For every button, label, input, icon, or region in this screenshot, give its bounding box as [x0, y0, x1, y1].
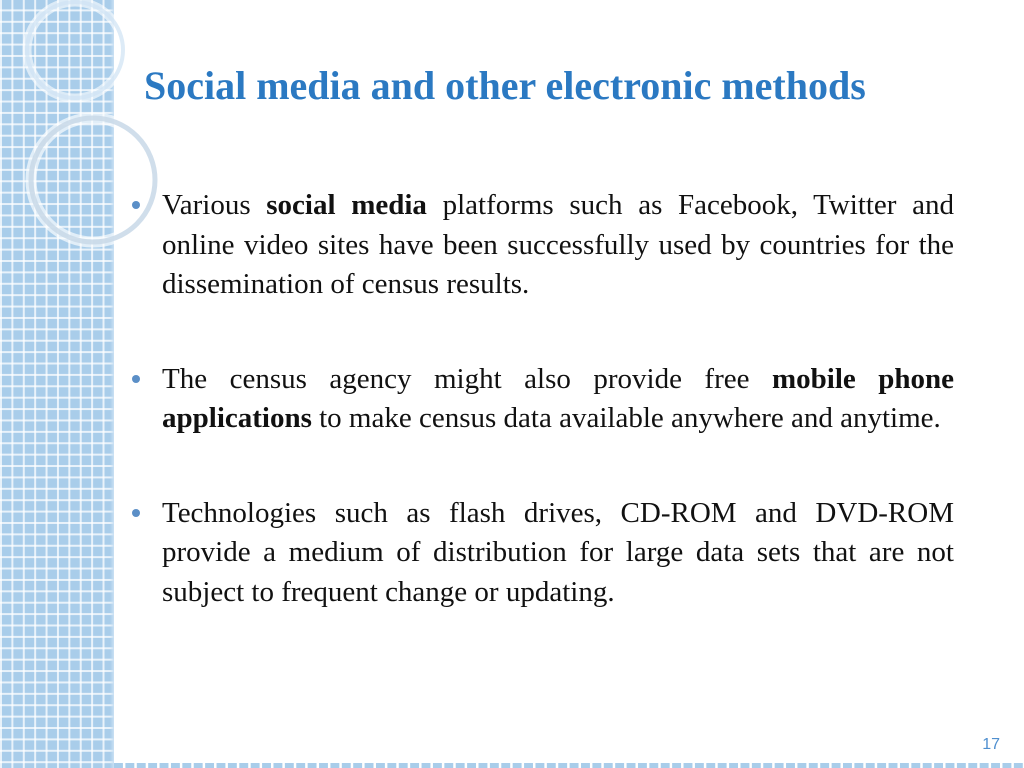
bullet-dot-icon [132, 375, 140, 383]
slide-title: Social media and other electronic methods [144, 63, 866, 108]
bullet-text: Various social media platforms such as Facebook, Twitter and online video sites have been successfully used by countries for the dissemination of census results. [162, 189, 954, 300]
bullet-item [132, 494, 954, 613]
page-number: 17 [982, 736, 1000, 753]
bullet-dot-icon [132, 201, 140, 209]
bullet-text: Technologies such as flash drives, CD-ROM and DVD-ROM provide a medium of distribution for large data sets that are not subject to frequent change or updating. [162, 496, 954, 608]
bullet-list [132, 186, 954, 612]
bullet-item [132, 186, 954, 305]
bullet-dot-icon [132, 509, 140, 517]
bullet-text: The census agency might also provide free mobile phone applications to make census data available anywhere and anytime. [162, 362, 955, 434]
bottom-grid-strip [114, 763, 1024, 768]
bullet-item [132, 360, 954, 439]
